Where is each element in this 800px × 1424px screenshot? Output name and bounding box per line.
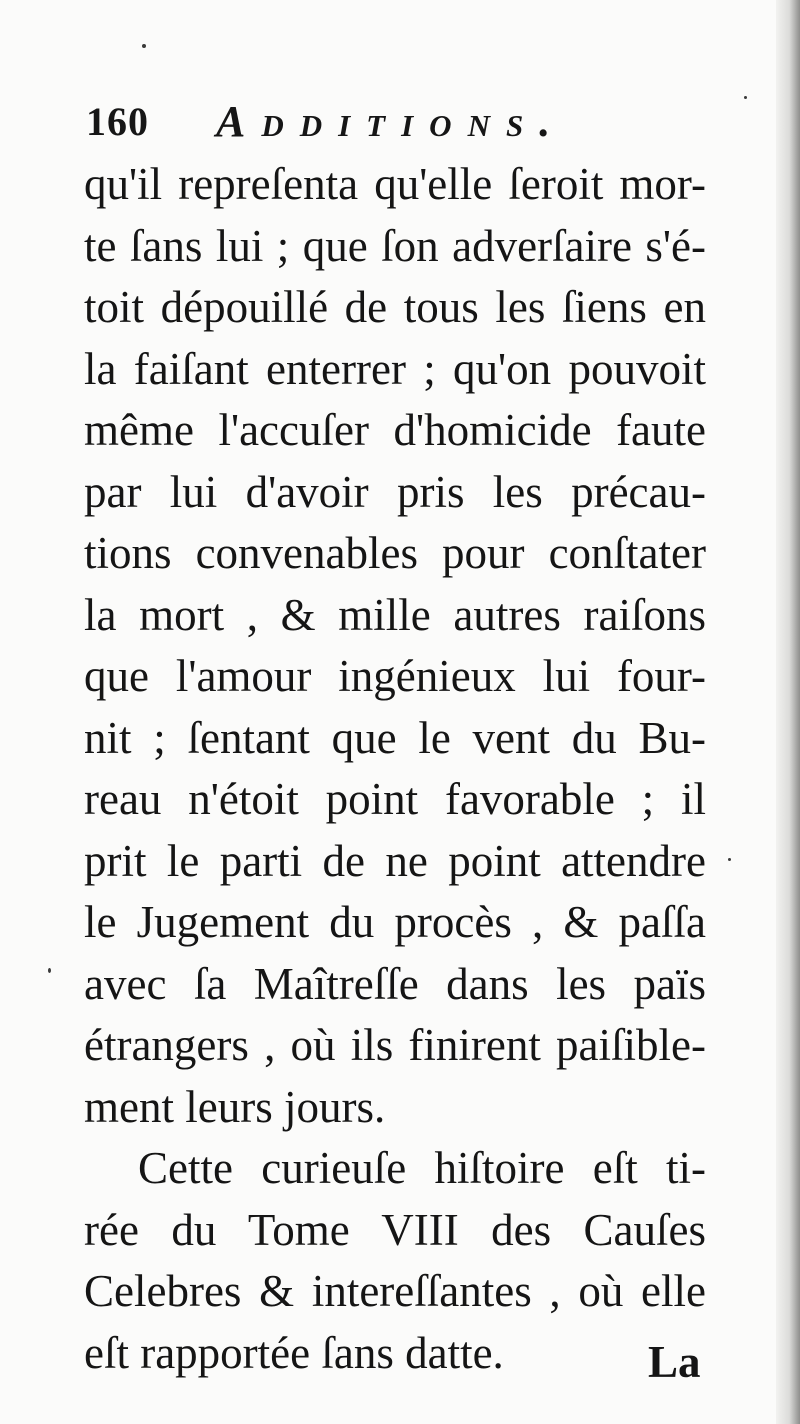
- text-line-last: eſt rapportée ſans datte.: [84, 1327, 504, 1378]
- running-header: [86, 92, 706, 162]
- text-line: avec ſa Maîtreſſe dans les païs: [84, 958, 706, 1009]
- running-title: Additions.: [216, 97, 567, 146]
- main-text: [84, 154, 706, 1384]
- text-line: tions convenables pour conſtater: [84, 528, 706, 578]
- text-line: la faiſant enterrer ; qu'on pouvoit: [84, 343, 706, 394]
- page-edge-shadow: [776, 0, 800, 1424]
- ink-speck: [728, 858, 731, 861]
- ink-speck: [744, 96, 747, 99]
- text-line: rée du Tome VIII des Cauſes: [84, 1204, 706, 1255]
- text-line: toit dépouillé de tous les ſiens en: [84, 282, 706, 332]
- text-line: prit le parti de ne point attendre: [84, 835, 706, 886]
- text-line: étrangers , où ils finirent paiſible-: [84, 1020, 706, 1070]
- page-number: 160: [86, 99, 149, 144]
- text-line: nit ; ſentant que le vent du Bu-: [84, 712, 706, 763]
- text-line: te ſans lui ; que ſon adverſaire s'é-: [84, 220, 706, 271]
- text-line: par lui d'avoir pris les précau-: [84, 466, 706, 517]
- text-line: reau n'étoit point favorable ; il: [84, 774, 706, 824]
- ink-speck: [142, 44, 146, 48]
- text-line: qu'il repreſenta qu'elle ſeroit mor-: [84, 159, 706, 209]
- text-line: le Jugement du procès , & paſſa: [84, 897, 706, 947]
- catchword: La: [648, 1337, 701, 1387]
- ink-speck: [48, 968, 51, 973]
- paragraph-first-line: Cette curieuſe hiſtoire eſt ti-: [138, 1143, 706, 1193]
- text-line: la mort , & mille autres raiſons: [84, 589, 706, 640]
- text-line: Celebres & intereſſantes , où elle: [84, 1266, 706, 1316]
- text-line: que l'amour ingénieux lui four-: [84, 651, 706, 701]
- text-line-last: ment leurs jours.: [84, 1081, 386, 1132]
- text-line: même l'accuſer d'homicide faute: [84, 405, 706, 455]
